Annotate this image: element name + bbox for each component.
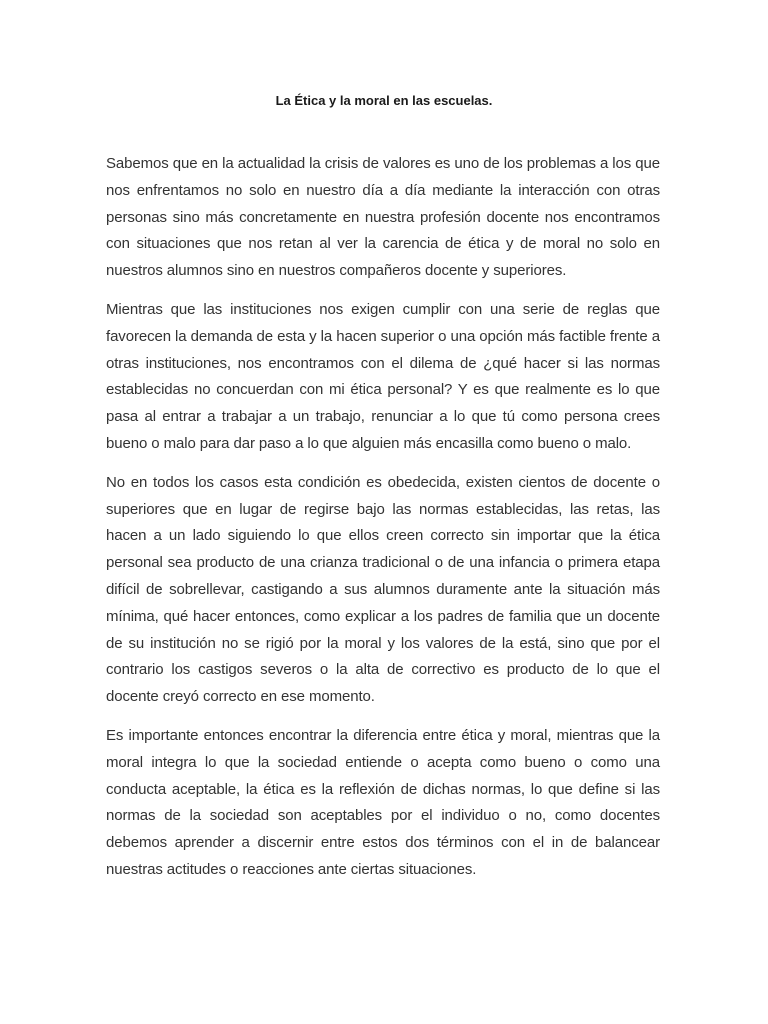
- paragraph-4: Es importante entonces encontrar la diferencia entre ética y moral, mientras que la moral integra lo que la sociedad entiende o acepta como bueno o como una conducta aceptable, la ética es la reflexión de dichas normas, lo que define si las normas de la sociedad son aceptables por el individuo o no, como docentes debemos aprender a discernir entre estos dos términos con el in de balancear nuestras actitudes o reacciones ante ciertas situaciones.: [106, 726, 660, 878]
- document-body: [106, 151, 660, 896]
- paragraph-3: No en todos los casos esta condición es obedecida, existen cientos de docente o superiores que en lugar de regirse bajo las normas establecidas, las retas, las hacen a un lado siguiendo lo que ellos creen correcto sin importar que la ética personal sea producto de una crianza tradicional o de una infancia o primera etapa difícil de sobrellevar, castigando a sus alumnos duramente ante la situación más mínima, qué hacer entonces, como explicar a los padres de familia que un docente de su institución no se rigió por la moral y los valores de la está, sino que por el contrario los castigos severos o la alta de correctivo es producto de lo que el docente creyó correcto en ese momento.: [106, 473, 660, 706]
- paragraph-1: Sabemos que en la actualidad la crisis de valores es uno de los problemas a los que nos enfrentamos no solo en nuestro día a día mediante la interacción con otras personas sino más concretamente en nuestra profesión docente nos encontramos con situaciones que nos retan al ver la carencia de ética y de moral no solo en nuestros alumnos sino en nuestros compañeros docente y superiores.: [106, 155, 660, 280]
- paragraph-2: Mientras que las instituciones nos exigen cumplir con una serie de reglas que favorecen la demanda de esta y la hacen superior o una opción más factible frente a otras instituciones, nos encontramos con el dilema de ¿qué hacer si las normas establecidas no concuerdan con mi ética personal? Y es que realmente es lo que pasa al entrar a trabajar a un trabajo, renunciar a lo que tú como persona crees bueno o malo para dar paso a lo que alguien más encasilla como bueno o malo.: [106, 300, 660, 452]
- document-title: La Ética y la moral en las escuelas.: [275, 93, 493, 108]
